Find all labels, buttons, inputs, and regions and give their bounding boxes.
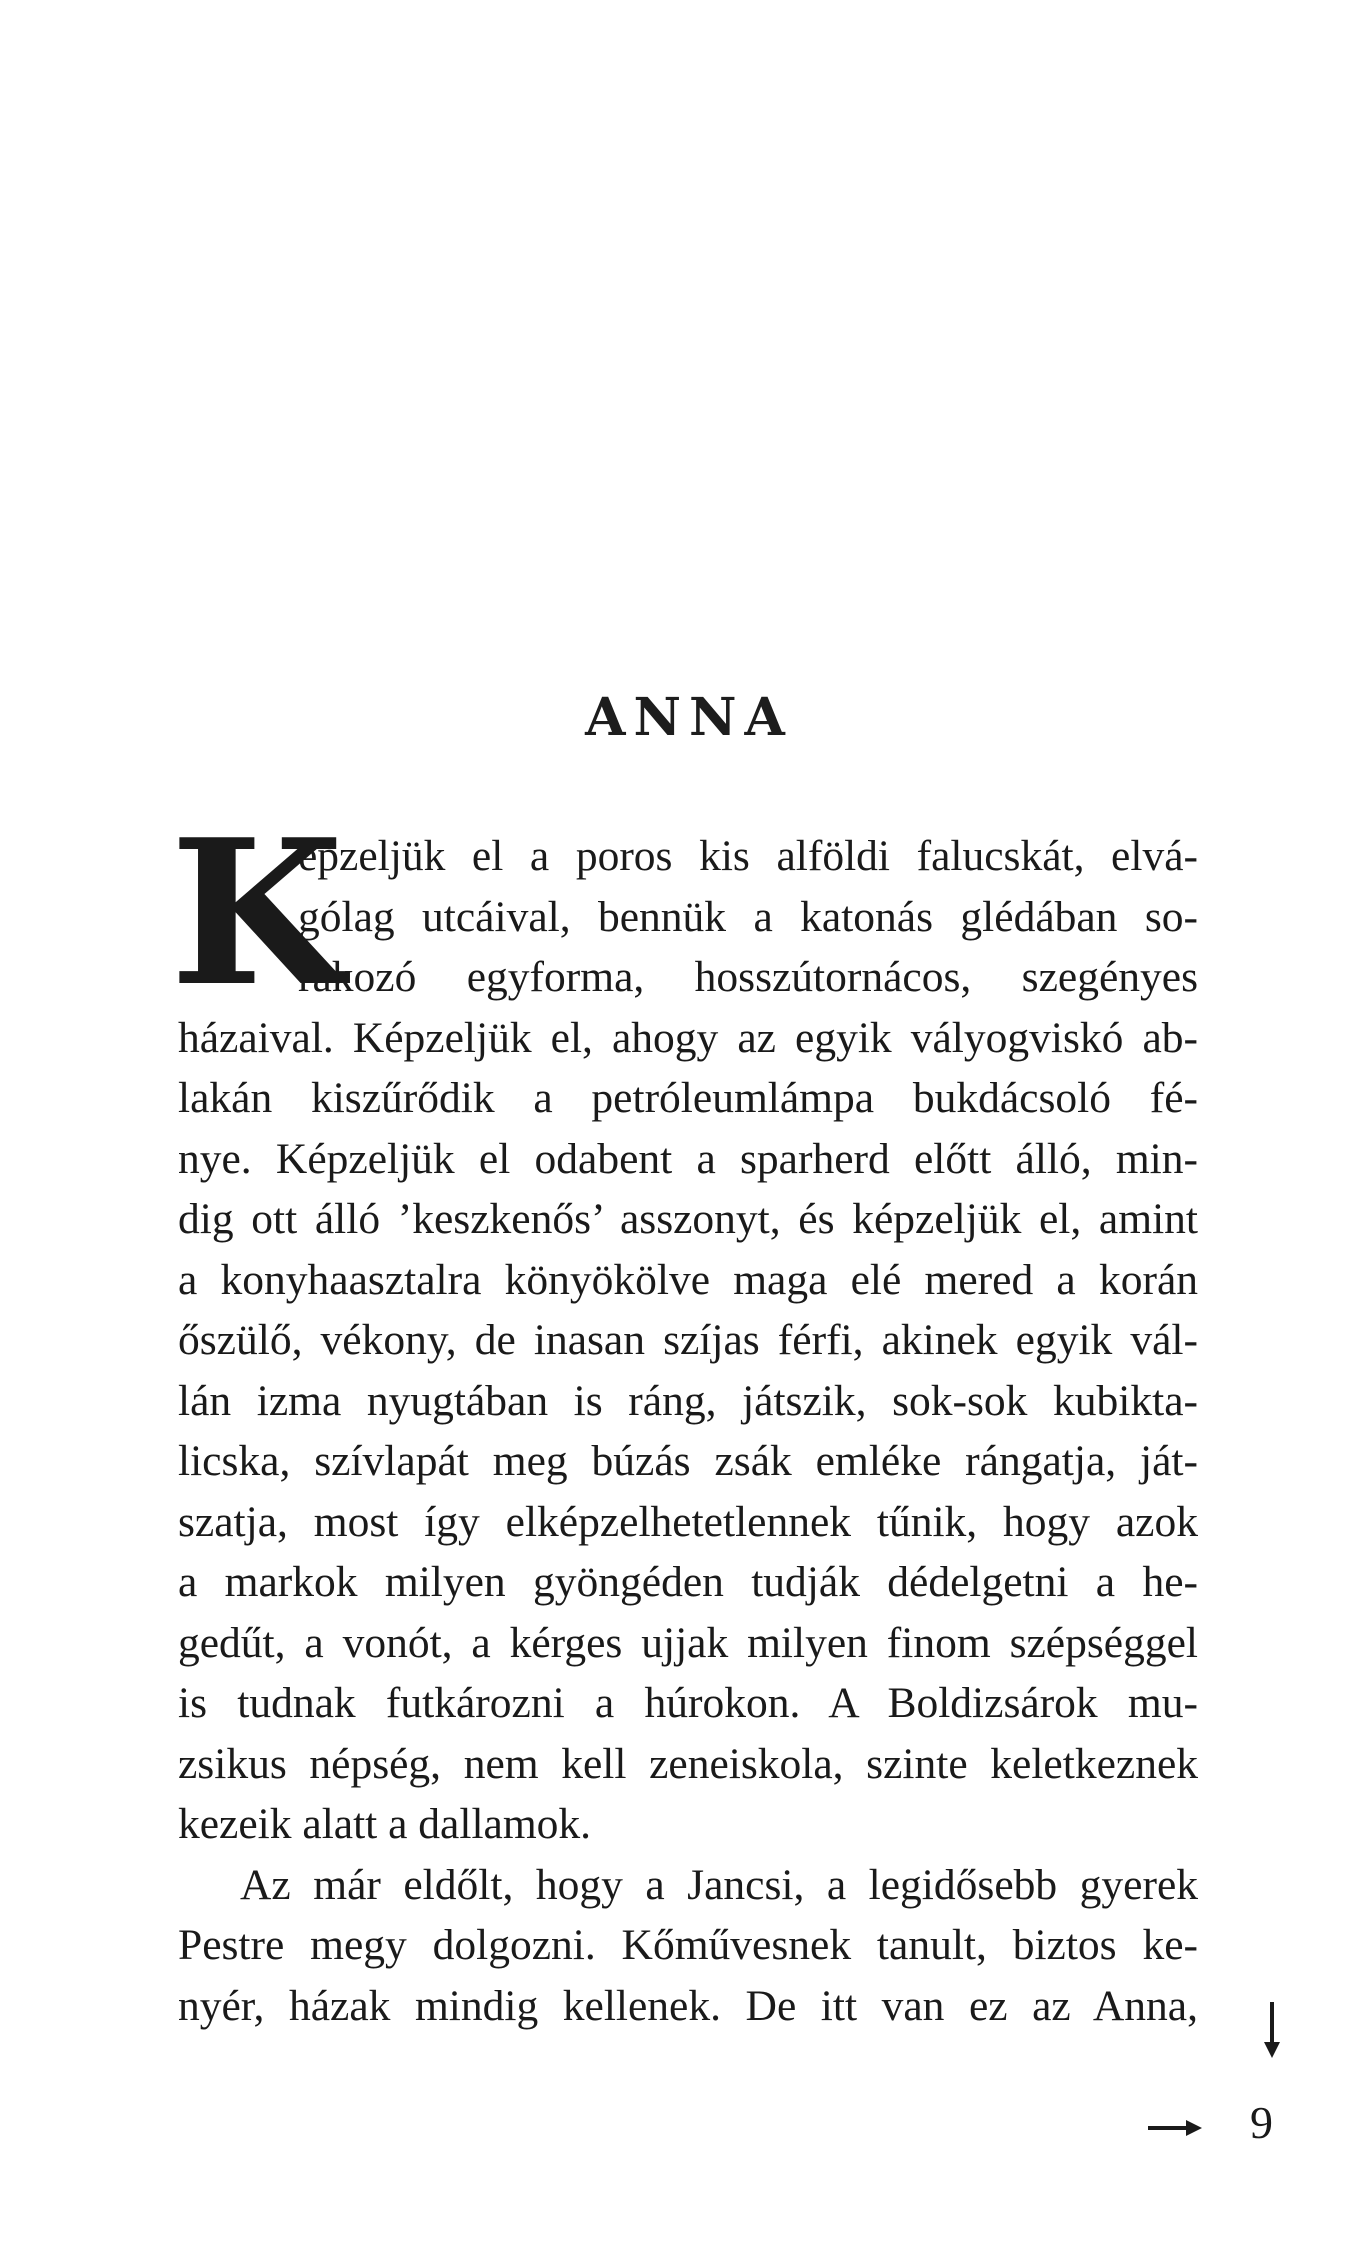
text-line: is tudnak futkározni a húrokon. A Boldizsárok mu-	[178, 1679, 1198, 1727]
text-line: gólag utcáival, bennük a katonás glédában so-	[298, 892, 1198, 941]
text-line: kezeik alatt a dallamok.	[178, 1800, 592, 1848]
text-line: Pestre megy dolgozni. Kőművesnek tanult, biztos ke-	[178, 1921, 1198, 1969]
text-line: gedűt, a vonót, a kérges ujjak milyen finom szépséggel	[178, 1618, 1198, 1667]
text-line: dig ott álló ’keszkenős’ asszonyt, és képzeljük el, amint	[178, 1195, 1198, 1243]
text-line: a markok milyen gyöngéden tudják dédelgetni a he-	[178, 1558, 1198, 1606]
text-line: lakán kiszűrődik a petróleumlámpa bukdácsoló fé-	[178, 1074, 1198, 1122]
text-line: épzeljük el a poros kis alföldi falucskát, elvá-	[298, 832, 1198, 880]
text-line: nye. Képzeljük el odabent a sparherd előtt álló, min-	[178, 1134, 1198, 1183]
text-line: rakozó egyforma, hosszútornácos, szegényes	[298, 953, 1198, 1001]
text-line: szatja, most így elképzelhetetlennek tűnik, hogy azok	[178, 1497, 1198, 1546]
text-line: lán izma nyugtában is ráng, játszik, sok-sok kubikta-	[178, 1376, 1198, 1425]
right-arrow-icon	[1146, 2116, 1204, 2140]
text-line: Az már eldőlt, hogy a Jancsi, a legidősebb gyerek	[240, 1860, 1198, 1909]
drop-cap: K	[170, 796, 344, 1031]
body-text	[170, 796, 1198, 2036]
text-line: a konyhaasztalra könyökölve maga elé mered a korán	[178, 1255, 1198, 1304]
text-line: zsikus népség, nem kell zeneiskola, szinte keletkeznek	[178, 1739, 1198, 1788]
down-arrow-icon	[1260, 2000, 1284, 2060]
drop-cap-area	[170, 796, 344, 1031]
text-line: nyér, házak mindig kellenek. De itt van ez az Anna,	[178, 1981, 1198, 2030]
chapter-title: ANNA	[585, 687, 793, 748]
text-line: őszülő, vékony, de inasan szíjas férfi, akinek egyik vál-	[178, 1316, 1198, 1364]
page-number: 9	[1250, 2097, 1273, 2148]
text-line: házaival. Képzeljük el, ahogy az egyik vályogviskó ab-	[178, 1013, 1198, 1062]
text-line: licska, szívlapát meg búzás zsák emléke rángatja, ját-	[178, 1437, 1198, 1485]
